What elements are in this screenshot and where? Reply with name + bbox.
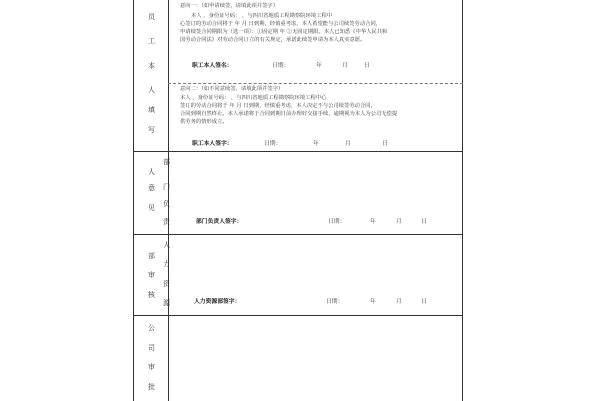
employee-signature-label: 职工本人签字： xyxy=(192,141,233,147)
section-label-hr-char: 资 xyxy=(163,280,170,288)
date-year-label: 年 xyxy=(313,141,319,147)
section-label-company-char: 司 xyxy=(148,344,155,352)
intent-two-line: 供劳务的情形成立。 xyxy=(180,119,228,125)
date-day-label: 日 xyxy=(364,63,370,69)
section-label-hr-char: 人 xyxy=(163,241,170,249)
section-label-employee-char: 本 xyxy=(148,62,155,70)
section-label-department-char: 门 xyxy=(163,183,170,191)
intent-one-line: 本人 ，身份证号码： ，与四川省地质工程勘察院环境工程中 xyxy=(191,13,333,19)
section-label-company-char: 公 xyxy=(148,324,155,332)
section-label-employee-char: 人 xyxy=(148,86,155,94)
section-label-hr-char: 核 xyxy=(148,291,155,299)
date-label: 日期： xyxy=(272,63,290,69)
date-day-label: 日 xyxy=(421,299,427,305)
row-divider-department xyxy=(133,234,463,235)
department-head-signature-label: 部门负责人签字： xyxy=(196,219,243,225)
section-label-employee-char: 填 xyxy=(148,106,155,114)
date-month-label: 月 xyxy=(345,141,351,147)
intent-two-line: 合同到期自然终止。本人承诺将于合同到期日前办理好交接手续，逾期视为本人为公司无偿提 xyxy=(180,111,398,117)
intent-two-title: 意向二：（如不同意续签，请填此项并签字） xyxy=(180,86,284,92)
section-label-department-char: 见 xyxy=(148,204,155,212)
section-label-hr-char: 审 xyxy=(148,271,155,279)
intent-two-line: 本人 ，身份证号码： ，与四川省地质工程勘察院环境工程中心 xyxy=(180,95,327,101)
date-label: 日期： xyxy=(326,299,344,305)
section-label-department-char: 负 xyxy=(163,200,170,208)
date-label: 日期： xyxy=(264,141,282,147)
intent-one-line: 心签订的劳动合同将于 年 月 日到期，经慎重考虑，本人希望能与公司续签劳动合同， xyxy=(180,21,382,27)
date-month-label: 月 xyxy=(342,63,348,69)
intent-one-title: 意向一：（如申请续签，请填此项并签字） xyxy=(180,3,278,9)
row-divider-employee xyxy=(133,151,463,152)
section-label-employee-char: 写 xyxy=(148,126,155,134)
intent-one-line: 申请续签合同期限为（选一项）：①固定期 年 ②无固定期限。本人已知悉《中华人民共和 xyxy=(180,29,388,35)
table-frame xyxy=(133,0,463,401)
date-year-label: 年 xyxy=(370,299,376,305)
date-label: 日期： xyxy=(328,219,346,225)
section-label-company-char: 审 xyxy=(148,363,155,371)
section-label-employee-char: 工 xyxy=(148,37,155,45)
date-year-label: 年 xyxy=(316,63,322,69)
date-year-label: 年 xyxy=(370,219,376,225)
section-label-department-char: 意 xyxy=(148,184,155,192)
row-divider-hr xyxy=(133,315,463,316)
date-month-label: 月 xyxy=(396,219,402,225)
date-day-label: 日 xyxy=(421,219,427,225)
section-label-department-char: 部 xyxy=(163,158,170,166)
section-label-hr-char: 部 xyxy=(148,252,155,260)
section-label-hr-char: 力 xyxy=(163,260,170,268)
date-day-label: 日 xyxy=(382,141,388,147)
intent-one-line: 国劳动合同法》对劳动合同订立的有关规定，承诺此续签申请为本人真实意愿。 xyxy=(180,37,366,43)
section-label-department-char: 人 xyxy=(148,168,155,176)
hr-signature-label: 人力资源部签字： xyxy=(194,299,241,305)
section-label-department-char: 责 xyxy=(163,218,170,226)
employee-signature-label: 职工本人签名： xyxy=(192,63,233,69)
date-month-label: 月 xyxy=(396,299,402,305)
intent-divider xyxy=(168,83,463,84)
section-label-company-char: 批 xyxy=(148,383,155,391)
section-label-hr-char: 源 xyxy=(163,299,170,307)
intent-two-line: 签订的劳动合同将于 年 月 日到期，经慎重考虑，本人决定不与公司续签劳动合同， xyxy=(180,103,376,109)
section-label-employee-char: 员 xyxy=(148,13,155,21)
